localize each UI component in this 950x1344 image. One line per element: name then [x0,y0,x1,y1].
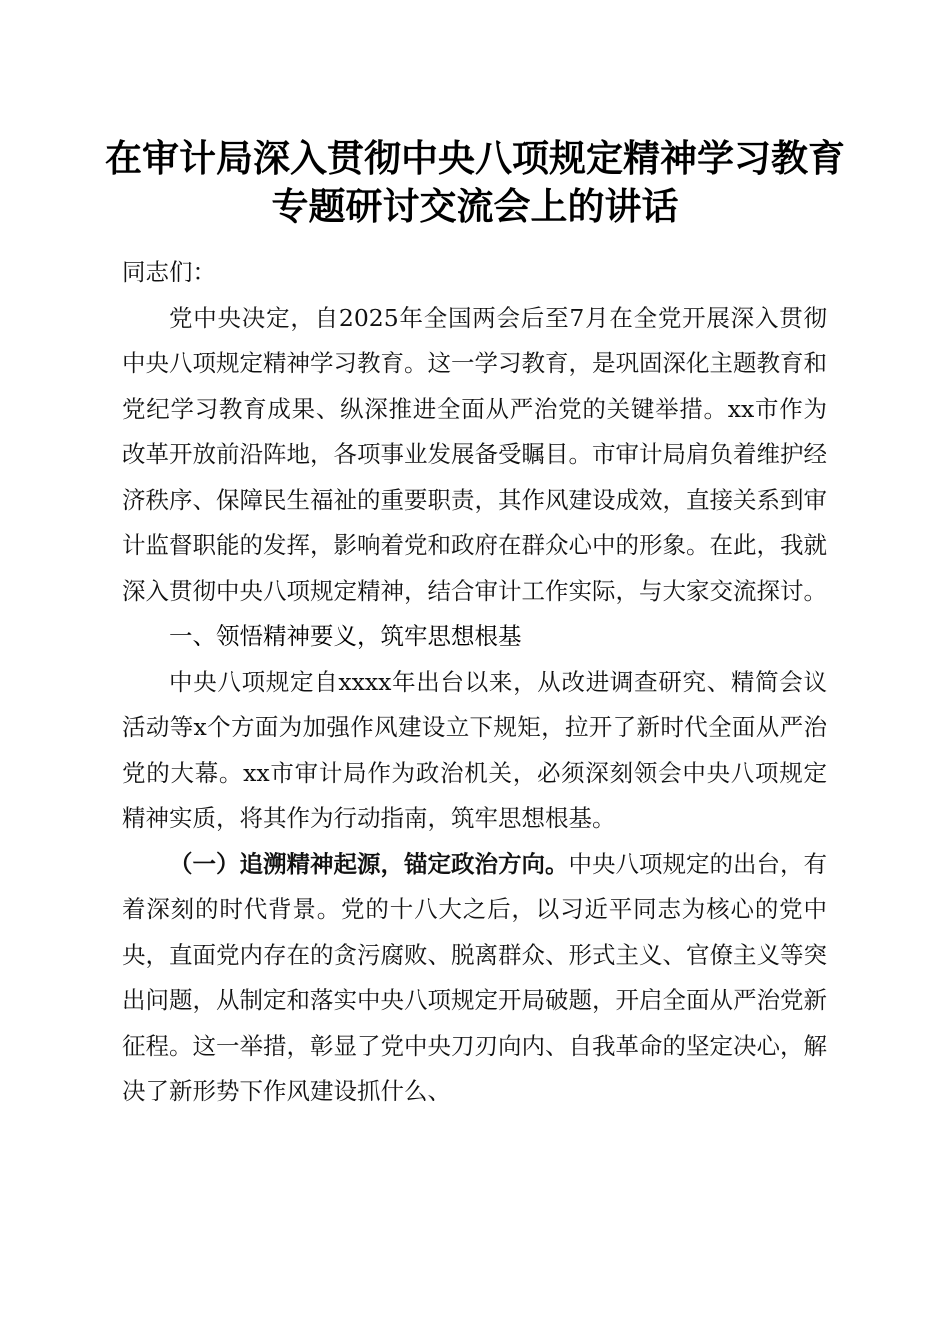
subsection-1-text: 中央八项规定的出台，有着深刻的时代背景。党的十八大之后，以习近平同志为核心的党中央，直面党内存在的贪污腐败、脱离群众、形式主义、官僚主义等突出问题，从制定和落实中央八项规定开局破题，开启全面从严治党新征程。这一举措，彰显了党中央刀刃向内、自我革命的坚定决心，解决了新形势下作风建设抓什么、 [122,849,827,1105]
greeting: 同志们： [122,258,216,286]
document-body [122,250,827,1115]
document-title-line-2: 专题研讨交流会上的讲话 [271,184,679,228]
document-title-line-1: 在审计局深入贯彻中央八项规定精神学习教育 [105,136,845,180]
subsection-1-paragraph [122,842,827,1115]
subsection-1-lead: （一）追溯精神起源，锚定政治方向。 [169,849,569,878]
section-1-paragraph: 中央八项规定自xxxx年出台以来，从改进调查研究、精简会议活动等x个方面为加强作风建设立下规矩，拉开了新时代全面从严治党的大幕。xx市审计局作为政治机关，必须深刻领会中央八项规定精神实质，将其作为行动指南，筑牢思想根基。 [122,667,827,832]
intro-paragraph: 党中央决定，自2025年全国两会后至7月在全党开展深入贯彻中央八项规定精神学习教育。这一学习教育，是巩固深化主题教育和党纪学习教育成果、纵深推进全面从严治党的关键举措。xx市作为改革开放前沿阵地，各项事业发展备受瞩目。市审计局肩负着维护经济秩序、保障民生福祉的重要职责，其作风建设成效，直接关系到审计监督职能的发挥，影响着党和政府在群众心中的形象。在此，我就深入贯彻中央八项规定精神，结合审计工作实际，与大家交流探讨。 [122,303,827,605]
section-1-heading: 一、领悟精神要义，筑牢思想根基 [169,622,522,650]
